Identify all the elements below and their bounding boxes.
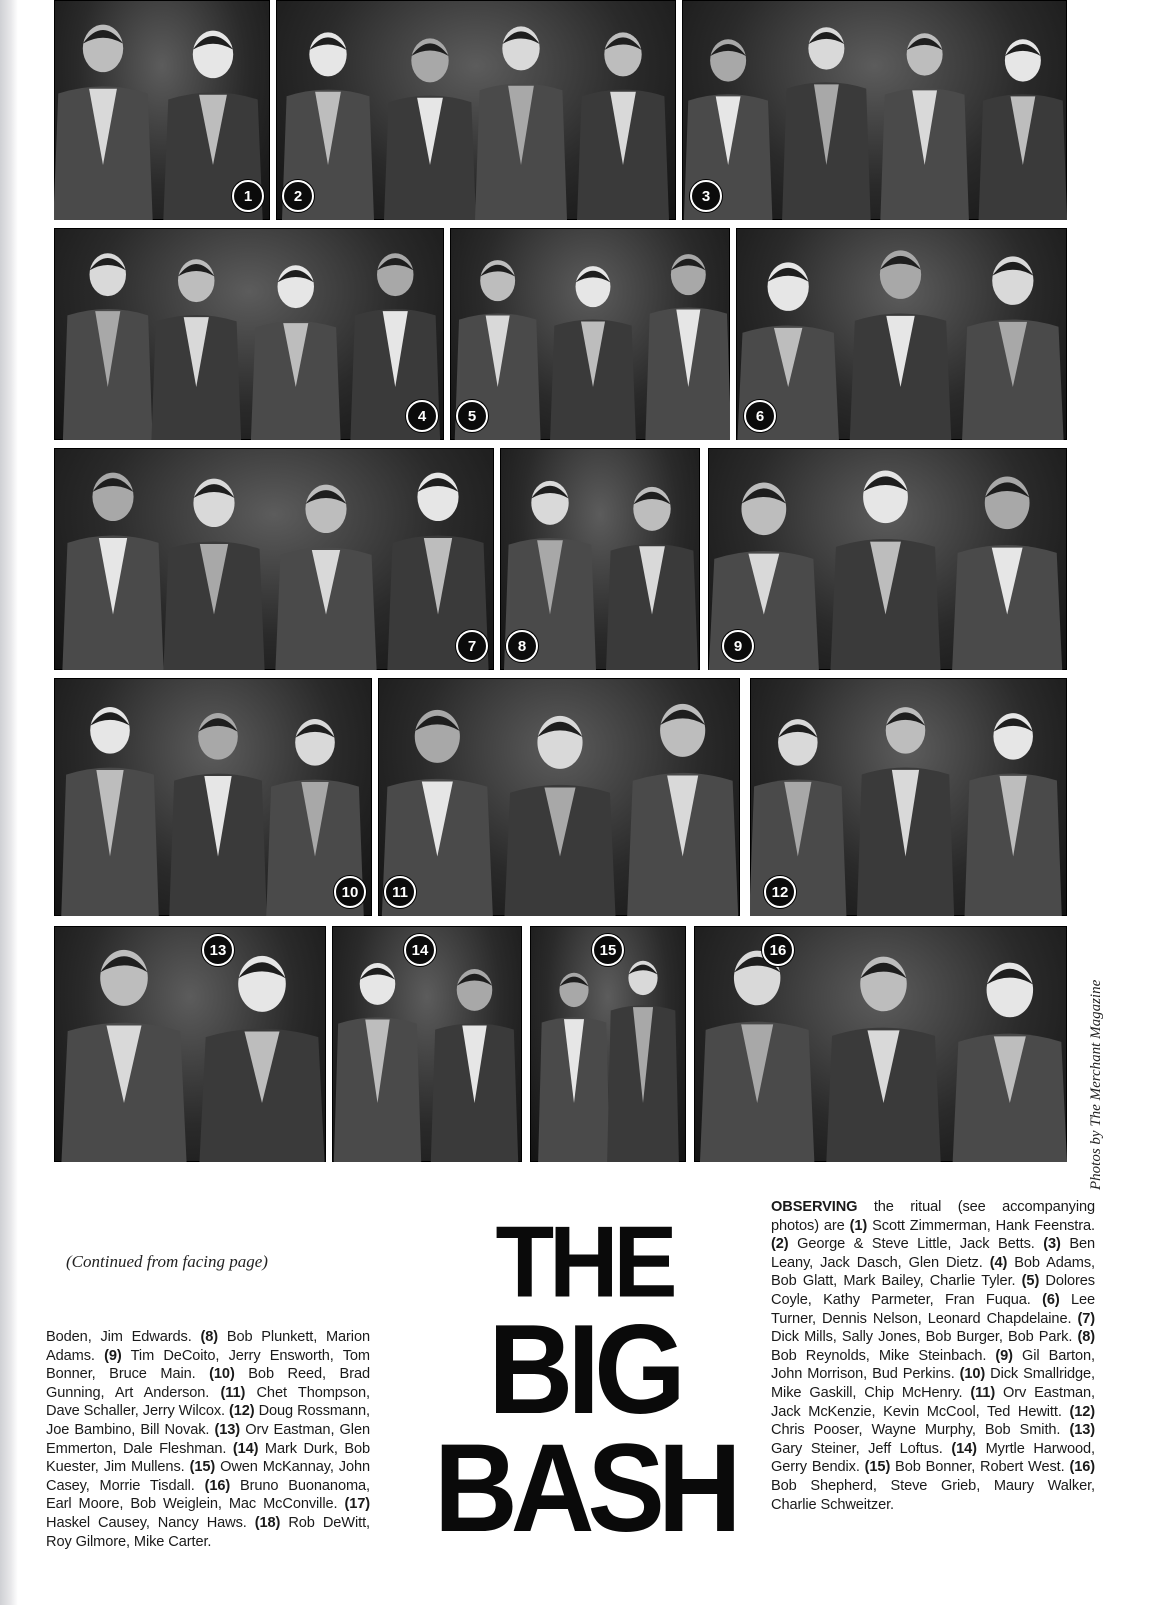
- headline-line: BIG: [488, 1298, 680, 1442]
- caption-item: (9) Tim DeCoito, Jerry Ensworth, Tom Bonner, Bruce Main.: [46, 1347, 370, 1383]
- photo-number-badge: 4: [406, 400, 438, 432]
- photo-8: [500, 448, 700, 670]
- caption-item: (13) Gary Steiner, Jeff Loftus.: [771, 1422, 1095, 1457]
- photo-number-badge: 9: [722, 630, 754, 662]
- photo-5: [450, 228, 730, 440]
- photo-7: [54, 448, 494, 670]
- photo-number-badge: 1: [232, 180, 264, 212]
- photo-number-badge: 16: [762, 934, 794, 966]
- page-edge: [0, 0, 18, 1605]
- photo-3: [682, 0, 1067, 220]
- caption-item: (3) Ben Leany, Jack Dasch, Glen Dietz.: [771, 1236, 1095, 1271]
- caption-item: (15) Owen McKannay, John Casey, Morrie Tisdall.: [46, 1459, 370, 1494]
- caption-item: (12) Doug Rossmann, Joe Bambino, Bill Novak.: [46, 1403, 370, 1438]
- photo-silhouettes: [54, 228, 444, 440]
- photo-number-badge: 13: [202, 934, 234, 966]
- photo-number-badge: 10: [334, 876, 366, 908]
- photo-silhouettes: [750, 678, 1067, 916]
- caption-item: (12) Chris Pooser, Wayne Murphy, Bob Smith.: [771, 1403, 1095, 1439]
- photo-number-badge: 12: [764, 876, 796, 908]
- caption-item: (16) Bob Shepherd, Steve Grieb, Maury Walker, Charlie Schweitzer.: [771, 1459, 1095, 1513]
- photo-4: [54, 228, 444, 440]
- caption-item: (6) Lee Turner, Dennis Nelson, Leonard Chapdelaine.: [771, 1291, 1095, 1327]
- photo-silhouettes: [694, 926, 1067, 1162]
- photo-15: [530, 926, 686, 1162]
- photo-silhouettes: [682, 0, 1067, 220]
- caption-item: (8) Bob Reynolds, Mike Steinbach.: [771, 1329, 1095, 1364]
- photo-number-badge: 7: [456, 630, 488, 662]
- caption-item: (14) Myrtle Harwood, Gerry Bendix.: [771, 1440, 1095, 1476]
- photo-1: [54, 0, 270, 220]
- caption-item: (5) Dolores Coyle, Kathy Parmeter, Fran Fuqua.: [771, 1273, 1095, 1308]
- photo-13: [54, 926, 326, 1162]
- caption-item: OBSERVING the ritual (see accompanying photos) are: [771, 1199, 1095, 1234]
- caption-item: (16) Bruno Buonanoma, Earl Moore, Bob Weiglein, Mac McConville.: [46, 1477, 370, 1513]
- caption-item: Boden, Jim Edwards.: [46, 1329, 201, 1345]
- caption-item: (10) Bob Reed, Brad Gunning, Art Anderson.: [46, 1366, 370, 1401]
- photo-credit: Photos by The Merchant Magazine: [1088, 979, 1104, 1190]
- caption-right: [771, 1198, 1095, 1514]
- photo-silhouettes: [450, 228, 730, 440]
- photo-10: [54, 678, 372, 916]
- caption-item: (15) Bob Bonner, Robert West.: [864, 1459, 1070, 1476]
- photo-12: [750, 678, 1067, 916]
- photo-6: [736, 228, 1067, 440]
- headline-line: BASH: [434, 1417, 735, 1559]
- caption-item: (8) Bob Plunkett, Marion Adams.: [46, 1329, 370, 1364]
- caption-item: (1) Scott Zimmerman, Hank Feenstra.: [849, 1217, 1095, 1234]
- photo-9: [708, 448, 1067, 670]
- caption-item: (18) Rob DeWitt, Roy Gilmore, Mike Carter.: [46, 1514, 370, 1550]
- caption-item: (13) Orv Eastman, Glen Emmerton, Dale Fleshman.: [46, 1421, 370, 1457]
- caption-item: (11) Chet Thompson, Dave Schaller, Jerry Wilcox.: [46, 1384, 370, 1420]
- photo-silhouettes: [708, 448, 1067, 670]
- continued-note: (Continued from facing page): [66, 1252, 268, 1271]
- photo-silhouettes: [276, 0, 676, 220]
- caption-left: [46, 1328, 370, 1551]
- photo-14: [332, 926, 522, 1162]
- photo-16: [694, 926, 1067, 1162]
- photo-11: [378, 678, 740, 916]
- headline: [434, 1206, 735, 1559]
- caption-item: (14) Mark Durk, Bob Kuester, Jim Mullens.: [46, 1440, 370, 1476]
- photo-number-badge: 11: [384, 876, 416, 908]
- caption-item: (9) Gil Barton, John Morrison, Bud Perkins.: [771, 1347, 1095, 1383]
- photo-silhouettes: [54, 448, 494, 670]
- photo-silhouettes: [736, 228, 1067, 440]
- caption-item: (17) Haskel Causey, Nancy Haws.: [46, 1496, 370, 1531]
- photo-number-badge: 2: [282, 180, 314, 212]
- caption-item: (4) Bob Adams, Bob Glatt, Mark Bailey, Charlie Tyler.: [771, 1254, 1095, 1290]
- photo-number-badge: 5: [456, 400, 488, 432]
- caption-item: (7) Dick Mills, Sally Jones, Bob Burger, Bob Park.: [771, 1310, 1095, 1346]
- photo-number-badge: 6: [744, 400, 776, 432]
- photo-number-badge: 15: [592, 934, 624, 966]
- caption-item: (11) Orv Eastman, Jack McKenzie, Kevin McCool, Ted Hewitt.: [771, 1384, 1095, 1420]
- photo-number-badge: 3: [690, 180, 722, 212]
- photo-number-badge: 8: [506, 630, 538, 662]
- photo-silhouettes: [54, 678, 372, 916]
- caption-item: (10) Dick Smallridge, Mike Gaskill, Chip McHenry.: [771, 1366, 1095, 1401]
- photo-silhouettes: [54, 926, 326, 1162]
- caption-item: (2) George & Steve Little, Jack Betts.: [771, 1236, 1044, 1253]
- photo-2: [276, 0, 676, 220]
- photo-silhouettes: [378, 678, 740, 916]
- photo-number-badge: 14: [404, 934, 436, 966]
- headline-line: THE: [495, 1206, 673, 1319]
